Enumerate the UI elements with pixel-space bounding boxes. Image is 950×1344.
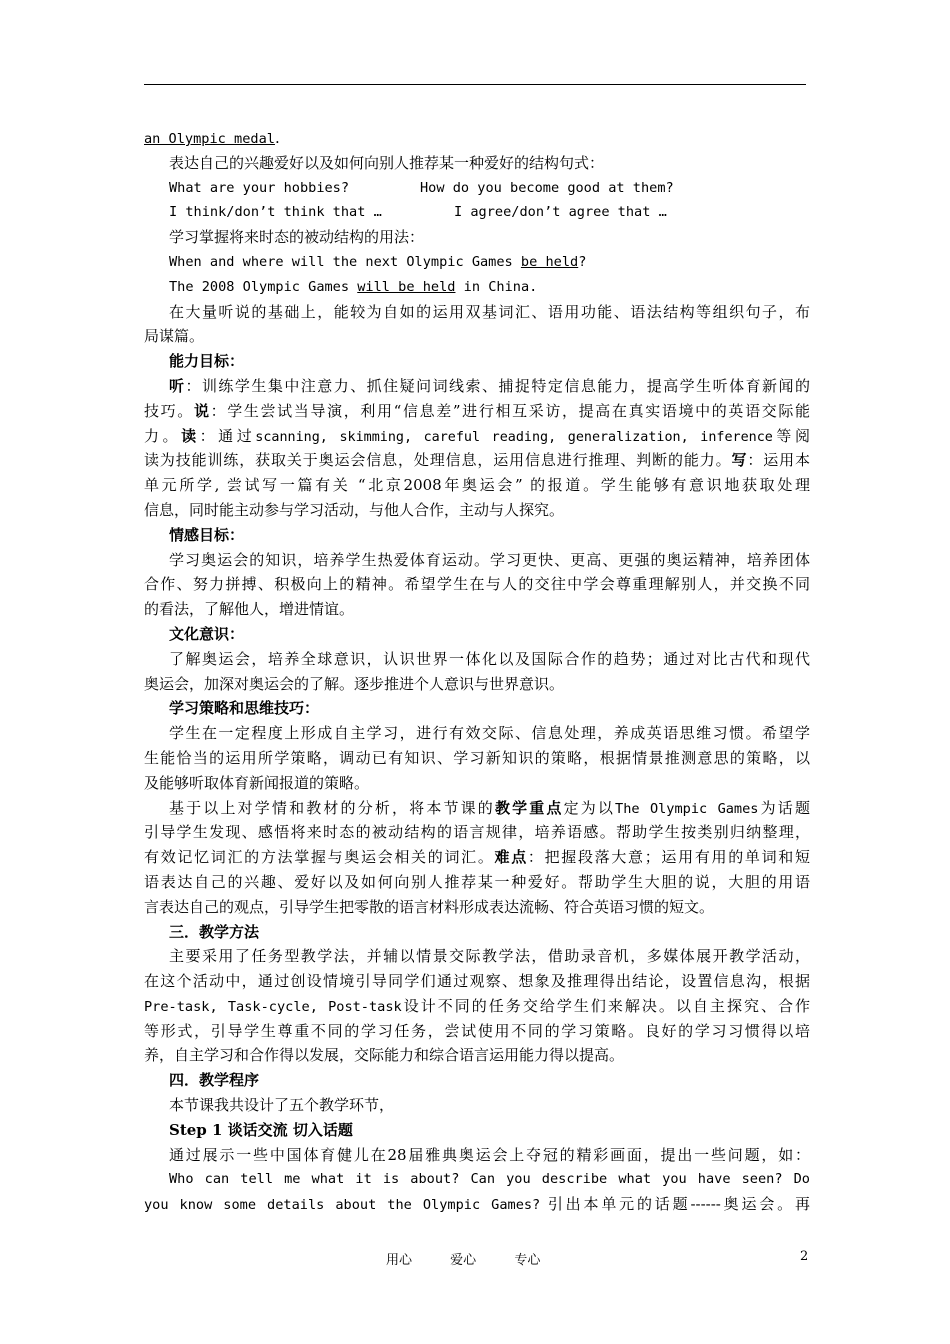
text-line: Pre-task, Task-cycle, Post-task设计不同的任务交给学生们来解决。以自主探究、合作 <box>144 996 810 1015</box>
section-heading: 四．教学程序 <box>169 1071 260 1090</box>
text-line: 学生在一定程度上形成自主学习，进行有效交际、信息处理，养成英语思维习惯。希望学 <box>169 724 810 743</box>
footer-motto-3: 专心 <box>514 1253 541 1268</box>
text-line: 通过展示一些中国体育健儿在28届雅典奥运会上夺冠的精彩画面，提出一些问题，如： <box>169 1145 810 1164</box>
section-heading: Step 1 谈话交流 切入话题 <box>169 1120 353 1139</box>
text-line: 等形式，引导学生尊重不同的学习任务，尝试使用不同的学习策略。良好的学习习惯得以培 <box>144 1021 810 1040</box>
text-line: an Olympic medal. <box>144 129 280 147</box>
section-heading: 学习策略和思维技巧： <box>169 699 320 718</box>
text-line: you know some details about the Olympic Games? 引出本单元的话题------奥运会。再 <box>144 1195 810 1214</box>
text-line: 局谋篇。 <box>144 327 205 346</box>
text-line: 学习掌握将来时态的被动结构的用法： <box>169 228 425 247</box>
text-line: 在这个活动中，通过创设情境引导同学们通过观察、想象及推理得出结论，设置信息沟，根据 <box>144 972 810 991</box>
text-line: 有效记忆词汇的方法掌握与奥运会相关的词汇。难点：把握段落大意；运用有用的单词和短 <box>144 848 810 867</box>
text-line: 表达自己的兴趣爱好以及如何向别人推荐某一种爱好的结构句式： <box>169 153 605 172</box>
text-line: 奥运会，加深对奥运会的了解。逐步推进个人意识与世界意识。 <box>144 674 565 693</box>
document-body <box>144 126 810 1217</box>
section-heading: 能力目标： <box>169 352 245 371</box>
text-line: Who can tell me what it is about? Can you describe what you have seen? Do <box>169 1171 810 1188</box>
text-line: 及能够听取体育新闻报道的策略。 <box>144 773 370 792</box>
text-line: 读为技能训练，获取关于奥运会信息，处理信息，运用信息进行推理、判断的能力。写：运用本 <box>144 451 810 470</box>
section-heading: 情感目标： <box>169 525 245 544</box>
page-number: 2 <box>800 1249 809 1264</box>
text-line: 生能恰当的运用所学策略，调动已有知识、学习新知识的策略，根据情景推测意思的策略，以 <box>144 748 810 767</box>
text-line: 力。读：通过scanning, skimming, careful reading, generalization, inference等阅 <box>144 426 810 445</box>
text-line: 单元所学, 尝试写一篇有关 “北京2008年奥运会” 的报道。学生能够有意识地获取处理 <box>144 476 810 495</box>
text-line: When and where will the next Olympic Games be held? <box>169 253 587 270</box>
text-line: 本节课我共设计了五个教学环节， <box>169 1096 395 1115</box>
text-line: What are your hobbies? How do you become good at them? <box>169 179 674 196</box>
section-heading: 三．教学方法 <box>169 922 260 941</box>
header-rule <box>144 84 806 85</box>
text-line: 主要采用了任务型教学法，并辅以情景交际教学法，借助录音机，多媒体展开教学活动， <box>169 947 810 966</box>
text-line: 了解奥运会，培养全球意识，认识世界一体化以及国际合作的趋势；通过对比古代和现代 <box>169 649 810 668</box>
text-line: 信息，同时能主动参与学习活动，与他人合作，主动与人探究。 <box>144 500 565 519</box>
text-line: 合作、努力拼搏、积极向上的精神。希望学生在与人的交往中学会尊重理解别人，并交换不同 <box>144 575 810 594</box>
section-heading: 文化意识： <box>169 624 245 643</box>
text-line: I think/don’t think that … I agree/don’t agree that … <box>169 204 667 221</box>
text-line: The 2008 Olympic Games will be held in China. <box>169 278 538 295</box>
text-line: 言表达自己的观点，引导学生把零散的语言材料形成表达流畅、符合英语习惯的短文。 <box>144 897 715 916</box>
text-line: 学习奥运会的知识，培养学生热爱体育运动。学习更快、更高、更强的奥运精神，培养团体 <box>169 550 810 569</box>
text-line: 在大量听说的基础上，能较为自如的运用双基词汇、语用功能、语法结构等组织句子，布 <box>169 302 810 321</box>
text-line: 的看法，了解他人，增进情谊。 <box>144 600 355 619</box>
footer-motto <box>386 1249 574 1268</box>
text-line: 技巧。说：学生尝试当导演，利用“信息差”进行相互采访，提高在真实语境中的英语交际能 <box>144 401 810 420</box>
text-line: 听：训练学生集中注意力、抓住疑问词线索、捕捉特定信息能力，提高学生听体育新闻的 <box>169 376 810 395</box>
text-line: 基于以上对学情和教材的分析，将本节课的教学重点定为以The Olympic Games为话题 <box>169 798 810 817</box>
text-line: 养，自主学习和合作得以发展，交际能力和综合语言运用能力得以提高。 <box>144 1046 625 1065</box>
text-line: 语表达自己的兴趣、爱好以及如何向别人推荐某一种爱好。帮助学生大胆的说，大胆的用语 <box>144 872 810 891</box>
footer-motto-1: 用心 <box>386 1253 413 1268</box>
text-line: 引导学生发现、感悟将来时态的被动结构的语言规律，培养语感。帮助学生按类别归纳整理， <box>144 823 810 842</box>
footer-motto-2: 爱心 <box>450 1253 477 1268</box>
